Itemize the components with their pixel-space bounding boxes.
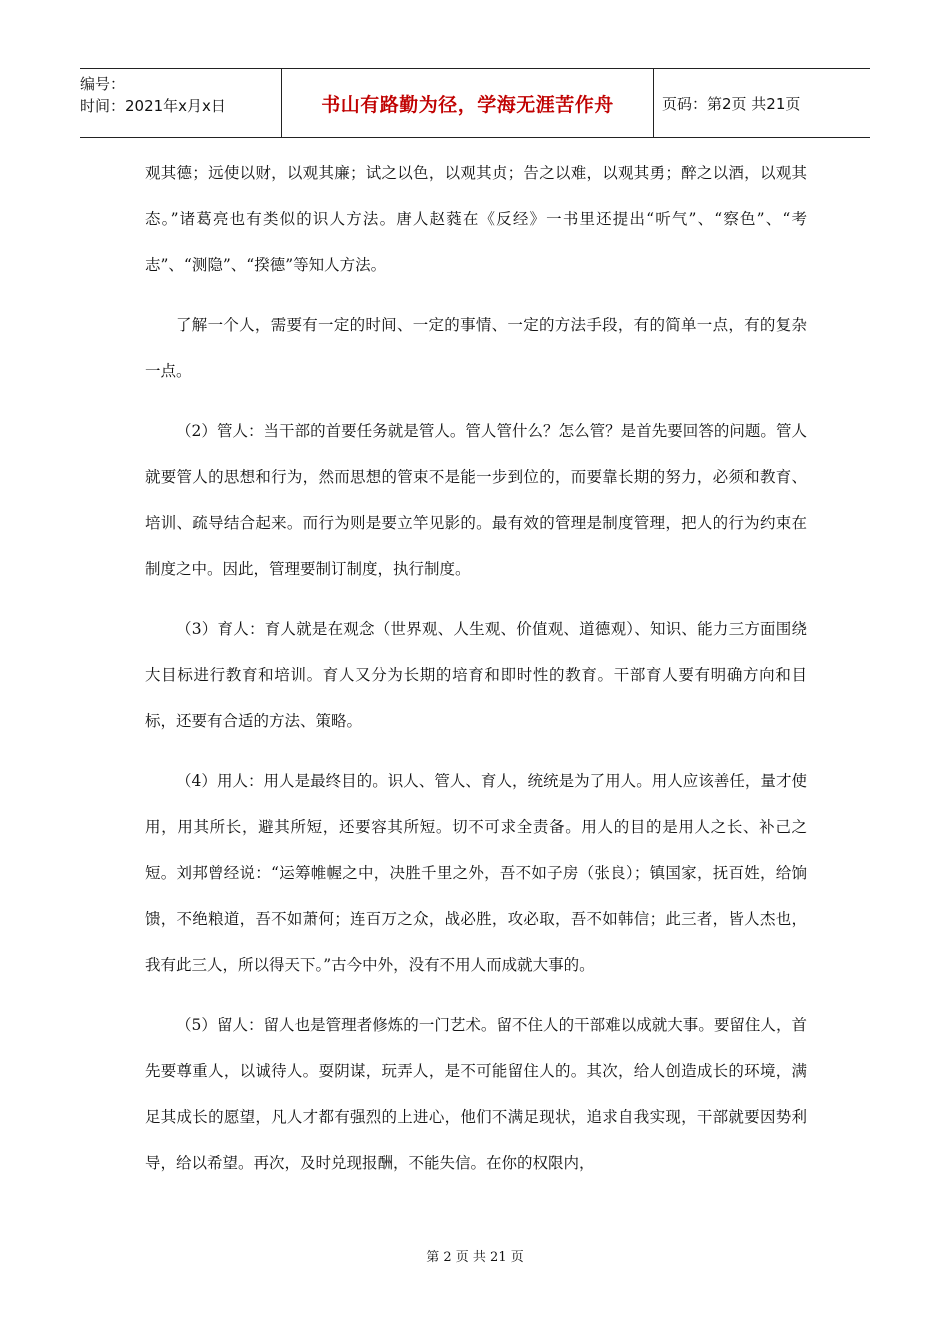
page-header <box>80 68 870 138</box>
paragraph-use-people: （4）用人：用人是最终目的。识人、管人、育人，统统是为了用人。用人应该善任，量才使用，用其所长，避其所短，还要容其所短。切不可求全责备。用人的目的是用人之长、补己之短。刘邦曾经说：“运筹帷幄之中，决胜千里之外，吾不如子房（张良）；镇国家，抚百姓，给饷馈，不绝粮道，吾不如萧何；连百万之众，战必胜，攻必取，吾不如韩信；此三者，皆人杰也，我有此三人，所以得天下。”古今中外，没有不用人而成就大事的。 <box>145 772 807 974</box>
document-body <box>145 150 807 1200</box>
header-motto: 书山有路勤为径，学海无涯苦作舟 <box>282 69 654 137</box>
paragraph-manage-people: （2）管人：当干部的首要任务就是管人。管人管什么？怎么管？是首先要回答的问题。管人就要管人的思想和行为，然而思想的管束不是能一步到位的，而要靠长期的努力，必须和教育、培训、疏导结合起来。而行为则是要立竿见影的。最有效的管理是制度管理，把人的行为约束在制度之中。因此，管理要制订制度，执行制度。 <box>145 422 807 578</box>
paragraph-retain-people: （5）留人：留人也是管理者修炼的一门艺术。留不住人的干部难以成就大事。要留住人，首先要尊重人，以诚待人。耍阴谋，玩弄人，是不可能留住人的。其次，给人创造成长的环境，满足其成长的愿望，凡人才都有强烈的上进心，他们不满足现状，追求自我实现，干部就要因势利导，给以希望。再次，及时兑现报酬，不能失信。在你的权限内， <box>145 1016 807 1172</box>
paragraph-educate-people: （3）育人：育人就是在观念（世界观、人生观、价值观、道德观）、知识、能力三方面围绕大目标进行教育和培训。育人又分为长期的培育和即时性的教育。干部育人要有明确方向和目标，还要有合适的方法、策略。 <box>145 620 807 730</box>
page-footer: 第 2 页 共 21 页 <box>426 1250 524 1265</box>
document-time: 时间：2021年x月x日 <box>80 97 226 115</box>
paragraph-continued: 观其德；远使以财，以观其廉；试之以色，以观其贞；告之以难，以观其勇；醉之以酒，以观其态。”诸葛亮也有类似的识人方法。唐人赵蕤在《反经》一书里还提出“听气”、“察色”、“考志”、“测隐”、“揆德”等知人方法。 <box>145 164 807 274</box>
header-page-info: 页码：第2页 共21页 <box>662 94 801 113</box>
paragraph: 了解一个人，需要有一定的时间、一定的事情、一定的方法手段，有的简单一点，有的复杂一点。 <box>145 316 807 380</box>
header-meta <box>80 69 282 137</box>
document-number: 编号： <box>80 75 126 93</box>
